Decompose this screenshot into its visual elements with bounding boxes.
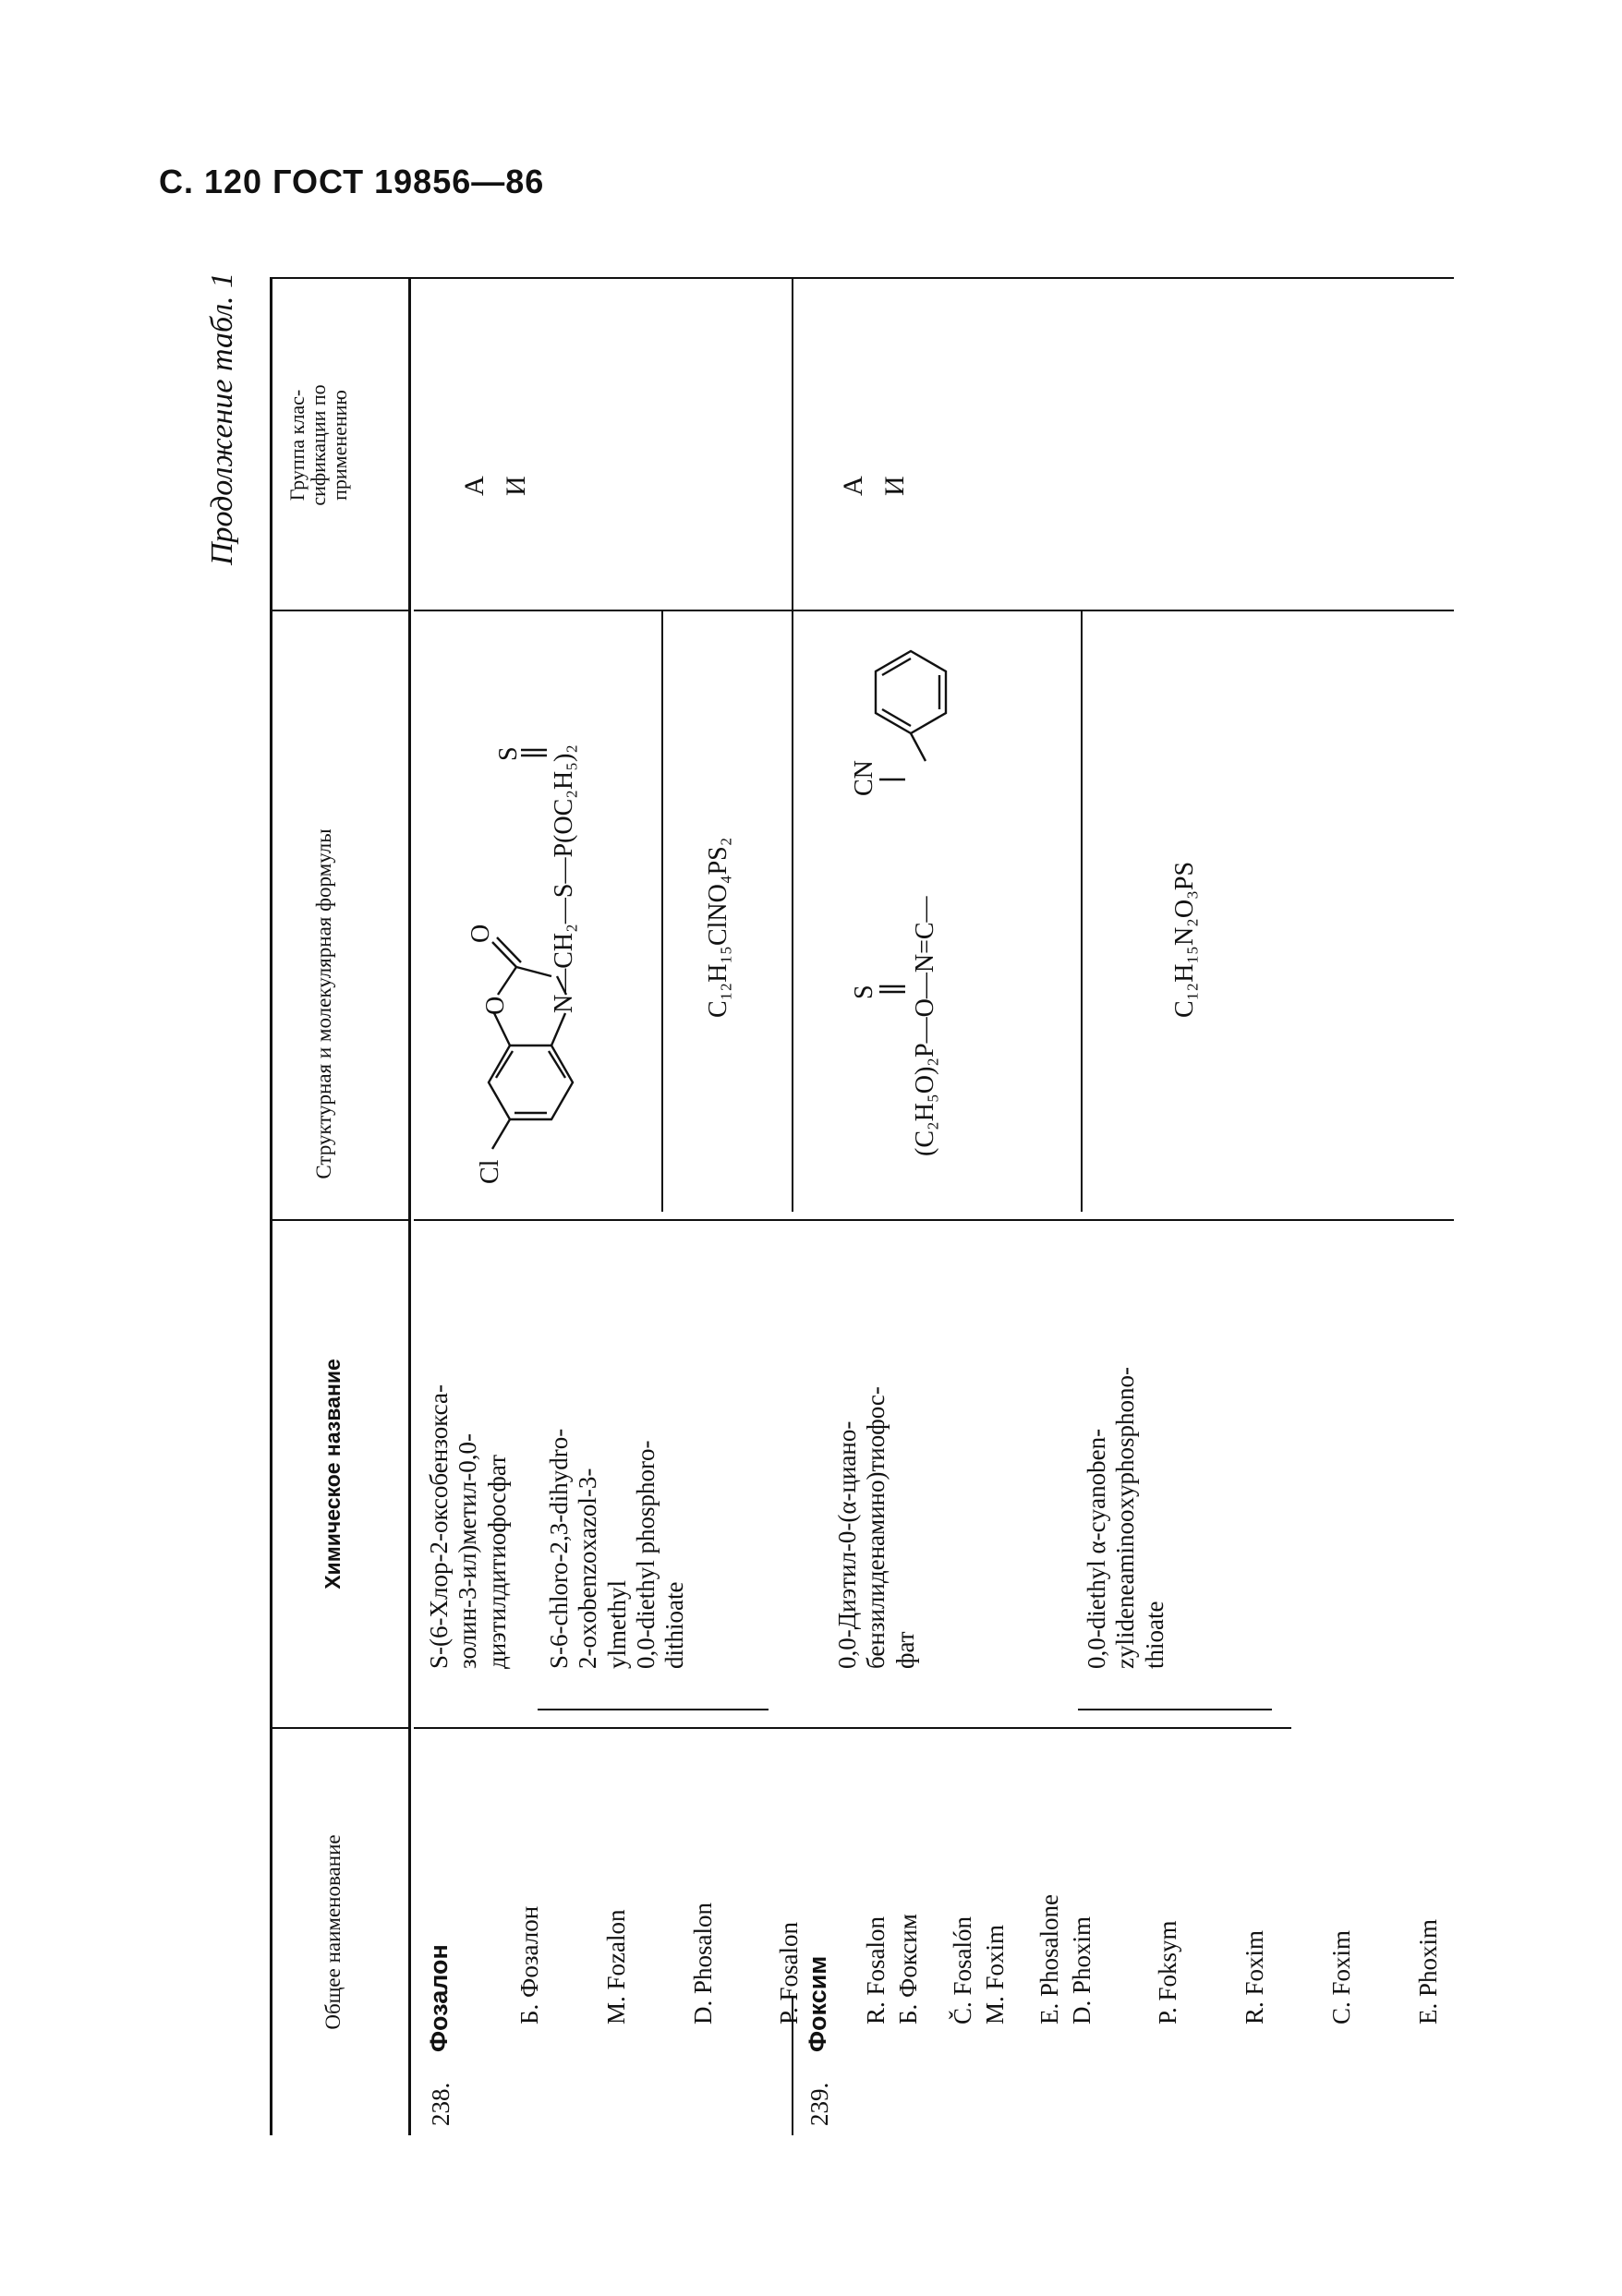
row-239-number: 239. (805, 2082, 833, 2126)
synonym-item: P. Fosalon (775, 1921, 804, 2024)
row-239-chem-name-en: 0,0-diethyl α-cyanoben- zylideneaminooxyphosphono- thioate (1083, 1367, 1168, 1669)
synonym-item: М. Fozalon (601, 1909, 630, 2024)
synonym-item: D. Phosalon (688, 1902, 717, 2024)
synonym-item: C. Foxim (1327, 1929, 1356, 2024)
synonym-item: Б. Фоксим (893, 1914, 922, 2024)
row-239-group-i: И (879, 476, 910, 496)
rotated-table-block (205, 272, 1461, 2135)
synonym-item: D. Phoxim (1067, 1915, 1095, 2024)
synonym-item: Č. Fosalón (949, 1915, 977, 2024)
row-239-synonyms (836, 1914, 1501, 2024)
synonym-item: R. Fosalon (862, 1915, 890, 2024)
header-group: Группа клас- сификации по применению (285, 384, 352, 506)
synonym-item: Б. Фозалон (514, 1905, 543, 2024)
synonym-item: P. Foksym (1154, 1920, 1182, 2024)
header-common-name: Общее наименование (321, 1834, 345, 2030)
header-formula: Структурная и молекулярная формулы (312, 828, 335, 1179)
sulfur-label: S (850, 985, 878, 999)
row-238-chem-name-en: S-6-chloro-2,3-dihydro- 2-oxobenzoxazol-3- ylmethyl 0,0-diethyl phosphoro- dithioate (545, 1428, 689, 1669)
row-238-chem-name-ru: S-(6-Хлор-2-оксобензокса- золин-3-ил)метил-0,0- диэтилдитиофосфат (425, 1384, 511, 1669)
row-239-name: Фоксим (804, 1955, 831, 2052)
row-238-group-i: И (501, 476, 531, 496)
main-chain-label: (C₂H₅O)₂P—O—N=C— (911, 896, 939, 1156)
row-238-number: 238. (427, 2082, 454, 2126)
standard-number: ГОСТ 19856—86 (272, 163, 545, 200)
row-239-molecular-formula: C₁₂H₁₅N₂O₃PS (1170, 861, 1199, 1018)
side-chain-label: N—CH₂—S—P(OC₂H₅)₂ (550, 743, 578, 1013)
row-238-structure-diagram (413, 611, 662, 1202)
synonym-item: E. Phoxim (1414, 1918, 1443, 2024)
synonym-item: R. Foxim (1241, 1929, 1269, 2024)
row-238-group-a: А (459, 476, 490, 496)
row-238-name: Фозалон (425, 1944, 453, 2052)
carbonyl-oxygen-label: O (466, 924, 495, 943)
row-238-molecular-formula: C₁₂H₁₅ClNO₄PS₂ (704, 837, 732, 1018)
continuation-caption: Продолжение табл. 1 (205, 272, 239, 565)
classification-table (270, 277, 1461, 2135)
synonym-item: М. Foxim (980, 1924, 1009, 2024)
page-label: С. 120 (159, 163, 263, 200)
page-header (159, 163, 544, 201)
synonym-item: E. Phosalone (1035, 1894, 1064, 2024)
row-239-structure-diagram (815, 611, 1055, 1202)
row-239-group-a: А (838, 476, 868, 496)
cyano-label: CN (850, 760, 878, 796)
ring-oxygen-label: O (481, 996, 510, 1015)
row-239-chem-name-ru: 0,0-Диэтил-0-(α-циано- бензилиденамино)тиофос- фат (833, 1386, 919, 1669)
header-chemical-name: Химическое название (321, 1359, 345, 1589)
cl-label: Cl (476, 1159, 504, 1184)
sulfur-label: S (494, 746, 523, 761)
